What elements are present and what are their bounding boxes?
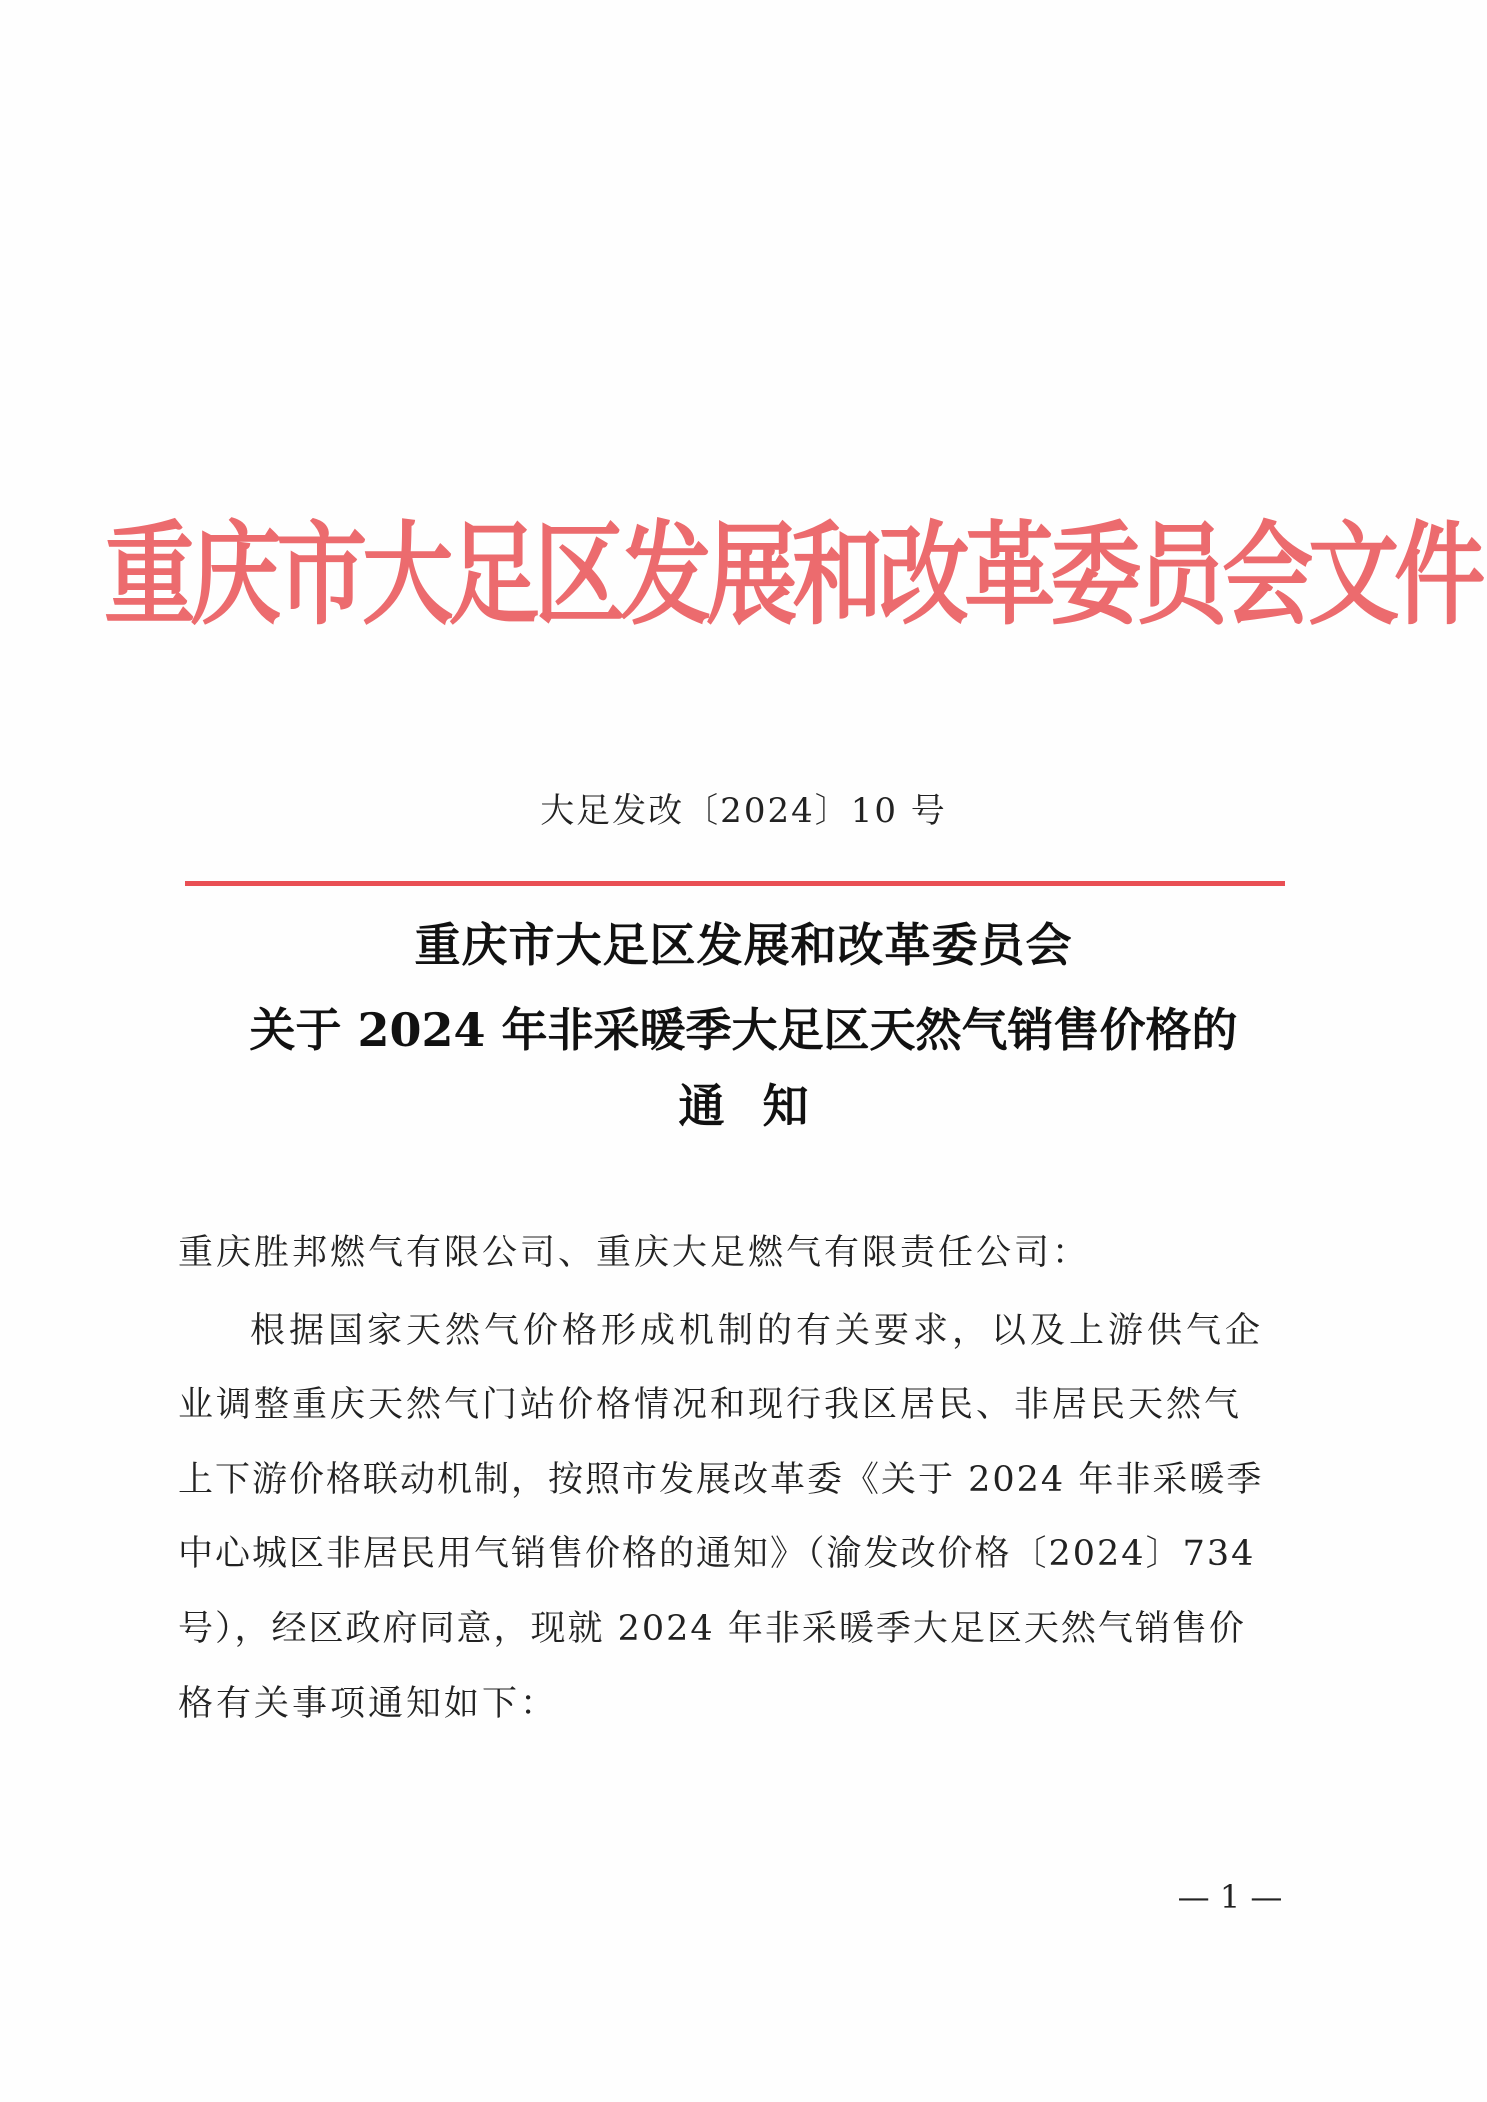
notice-title-line-2: 关于 2024 年非采暖季大足区天然气销售价格的 [249,1003,1238,1057]
body-paragraph-line: 格有关事项通知如下： [178,1684,559,1724]
notice-title-line-3: 通知 [678,1079,847,1133]
body-paragraph-line: 上下游价格联动机制，按照市发展改革委《关于 2024 年非采暖季 [178,1460,1264,1500]
body-paragraph-line: 根据国家天然气价格形成机制的有关要求，以及上游供气企 [250,1311,1265,1351]
page-number: — 1 — [1177,1878,1283,1916]
masthead-title: 重庆市大足区发展和改革委员会文件 [104,510,1481,640]
notice-title-line-1: 重庆市大足区发展和改革委员会 [414,918,1073,972]
red-divider-line [185,881,1285,886]
document-number: 大足发改〔2024〕10 号 [540,791,947,831]
body-paragraph-line: 业调整重庆天然气门站价格情况和现行我区居民、非居民天然气 [178,1385,1243,1425]
body-paragraph-line: 中心城区非居民用气销售价格的通知》（渝发改价格〔2024〕734 [178,1534,1256,1574]
recipients-line: 重庆胜邦燃气有限公司、重庆大足燃气有限责任公司： [178,1233,1091,1273]
body-paragraph-line: 号），经区政府同意，现就 2024 年非采暖季大足区天然气销售价 [178,1609,1246,1649]
